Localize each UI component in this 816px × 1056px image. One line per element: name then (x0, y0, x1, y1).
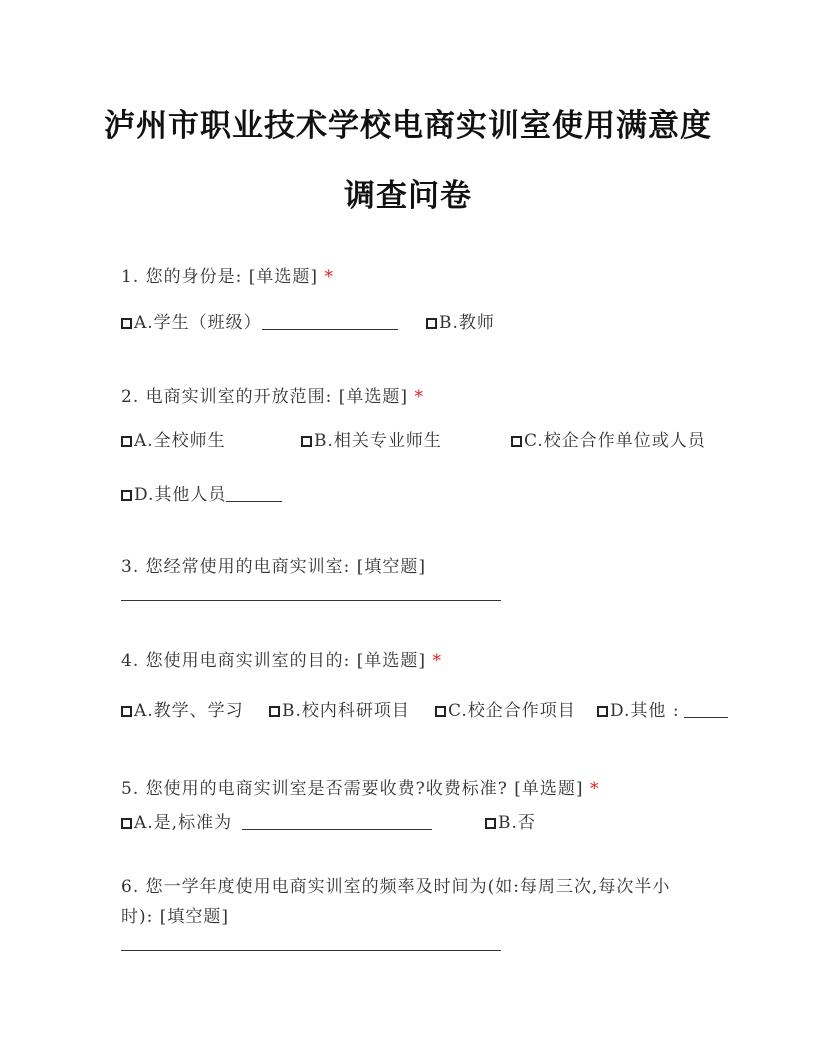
q1-option-b[interactable] (426, 308, 495, 333)
q4-option-b-label: B.校内科研项目 (282, 701, 410, 721)
checkbox-icon[interactable] (511, 436, 522, 447)
q4-option-c-label: C.校企合作项目 (448, 701, 576, 721)
page-subtitle: 调查问卷 (344, 178, 472, 214)
q1-option-a[interactable] (121, 308, 398, 333)
page-title: 泸州市职业技术学校电商实训室使用满意度 (104, 108, 712, 144)
q2-option-a[interactable] (121, 426, 226, 451)
question-6-text-line2: 时): [填空题] (121, 907, 230, 927)
q4-option-a[interactable] (121, 696, 244, 721)
question-5 (121, 774, 599, 799)
q5-option-b[interactable] (485, 808, 536, 833)
question-6 (121, 872, 670, 897)
question-1-text: 1. 您的身份是: [单选题] (121, 267, 319, 287)
q4-option-d[interactable] (597, 696, 728, 721)
required-mark: * (324, 267, 334, 287)
checkbox-icon[interactable] (121, 818, 132, 829)
question-2-text: 2. 电商实训室的开放范围: [单选题] (121, 387, 409, 407)
required-mark: * (432, 651, 442, 671)
q2-other-blank[interactable] (226, 487, 282, 502)
q1-option-a-label: A.学生（班级） (134, 313, 262, 333)
question-2 (121, 382, 424, 407)
q2-option-c-label: C.校企合作单位或人员 (524, 431, 706, 451)
q4-option-d-label: D.其他 : (610, 701, 680, 721)
q4-option-c[interactable] (435, 696, 576, 721)
question-5-text: 5. 您使用的电商实训室是否需要收费?收费标准? [单选题] (121, 779, 584, 799)
q2-option-d[interactable] (121, 480, 282, 505)
question-4-text: 4. 您使用电商实训室的目的: [单选题] (121, 651, 427, 671)
q2-option-b[interactable] (301, 426, 442, 451)
q3-answer-line[interactable] (121, 600, 501, 601)
q5-option-a-label: A.是,标准为 (134, 813, 233, 833)
q4-other-blank[interactable] (684, 703, 728, 718)
required-mark: * (414, 387, 424, 407)
question-6-text-line1: 6. 您一学年度使用电商实训室的频率及时间为(如:每周三次,每次半小 (121, 877, 671, 897)
question-3 (121, 552, 426, 577)
q2-option-c[interactable] (511, 426, 706, 451)
q1-option-b-label: B.教师 (439, 313, 495, 333)
q2-option-a-label: A.全校师生 (134, 431, 226, 451)
question-1 (121, 262, 334, 287)
question-3-text: 3. 您经常使用的电商实训室: [填空题] (121, 557, 427, 577)
q4-option-b[interactable] (269, 696, 410, 721)
checkbox-icon[interactable] (121, 490, 132, 501)
checkbox-icon[interactable] (269, 706, 280, 717)
q5-fee-blank[interactable] (242, 815, 432, 830)
required-mark: * (589, 779, 600, 799)
checkbox-icon[interactable] (435, 706, 446, 717)
checkbox-icon[interactable] (597, 706, 608, 717)
checkbox-icon[interactable] (121, 318, 132, 329)
q2-option-b-label: B.相关专业师生 (314, 431, 442, 451)
checkbox-icon[interactable] (485, 818, 496, 829)
checkbox-icon[interactable] (301, 436, 312, 447)
q1-class-blank[interactable] (262, 315, 398, 330)
checkbox-icon[interactable] (426, 318, 437, 329)
checkbox-icon[interactable] (121, 706, 132, 717)
q2-option-d-label: D.其他人员 (134, 485, 227, 505)
q6-answer-line[interactable] (121, 950, 501, 951)
checkbox-icon[interactable] (121, 436, 132, 447)
q4-option-a-label: A.教学、学习 (134, 701, 244, 721)
q5-option-a[interactable] (121, 808, 432, 833)
question-4 (121, 646, 442, 671)
q5-option-b-label: B.否 (498, 813, 536, 833)
question-6-cont (121, 902, 229, 927)
